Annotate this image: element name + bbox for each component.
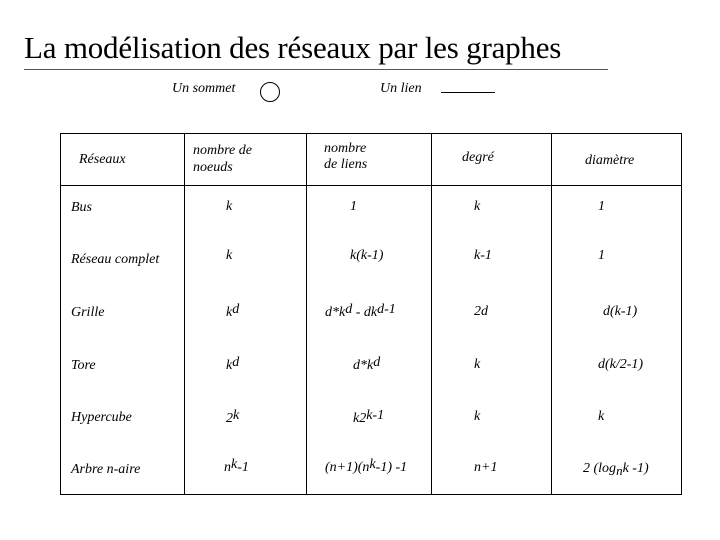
header-degree: degré — [462, 150, 494, 165]
header-nodes-line2: noeuds — [193, 160, 233, 175]
row-diameter-grid: d(k-1) — [603, 304, 638, 319]
row-diameter-tree: 2 ($\log_nk$ -1) — [583, 461, 649, 478]
row-degree-bus: k — [474, 199, 481, 214]
row-name-tree: Arbre n-aire — [71, 462, 141, 477]
row-degree-torus: k — [474, 357, 481, 372]
row-name-torus: Tore — [71, 358, 96, 373]
row-links-grid: $d*k^d - dk^{d-1}$ — [325, 302, 396, 320]
header-diameter: diamètre — [585, 153, 635, 168]
row-degree-tree: n+1 — [474, 460, 498, 475]
header-nodes-line1: nombre de — [193, 143, 252, 158]
row-diameter-hypercube: k — [598, 409, 605, 424]
row-nodes-hypercube: 2$^k$ — [226, 408, 240, 426]
row-diameter-torus: d(k/2-1) — [598, 357, 644, 372]
row-name-bus: Bus — [71, 200, 92, 215]
row-nodes-complete: k — [226, 248, 233, 263]
row-diameter-bus: 1 — [598, 199, 605, 214]
header-divider — [60, 185, 682, 186]
circle-icon — [260, 82, 280, 102]
row-links-complete: k(k-1) — [350, 248, 384, 263]
row-links-hypercube: k2$^{k-1}$ — [353, 408, 385, 426]
legend-vertex-label: Un sommet — [172, 81, 236, 96]
row-degree-complete: k-1 — [474, 248, 492, 263]
row-name-hypercube: Hypercube — [71, 410, 132, 425]
row-name-complete: Réseau complet — [71, 252, 160, 267]
header-links-line2: de liens — [324, 157, 368, 172]
row-degree-grid: 2d — [474, 304, 488, 319]
legend-edge-label: Un lien — [380, 81, 422, 96]
column-divider — [184, 133, 185, 495]
row-degree-hypercube: k — [474, 409, 481, 424]
title-underline — [24, 69, 608, 70]
row-nodes-bus: k — [226, 199, 233, 214]
row-nodes-grid: $k^d$ — [226, 302, 240, 320]
page-title: La modélisation des réseaux par les graphes — [24, 30, 562, 65]
row-links-bus: 1 — [350, 199, 357, 214]
row-links-tree: $(n+1)(n^k-1)$ -1 — [325, 457, 408, 475]
column-divider — [431, 133, 432, 495]
row-diameter-complete: 1 — [598, 248, 605, 263]
row-links-torus: $d*k^d$ — [353, 355, 381, 373]
row-name-grid: Grille — [71, 305, 105, 320]
column-divider — [306, 133, 307, 495]
row-nodes-tree: $n^k-1$ — [224, 457, 249, 475]
row-nodes-torus: $k^d$ — [226, 355, 240, 373]
column-divider — [551, 133, 552, 495]
header-networks: Réseaux — [79, 152, 126, 167]
header-links-line1: nombre — [324, 141, 367, 156]
line-icon — [441, 92, 495, 93]
